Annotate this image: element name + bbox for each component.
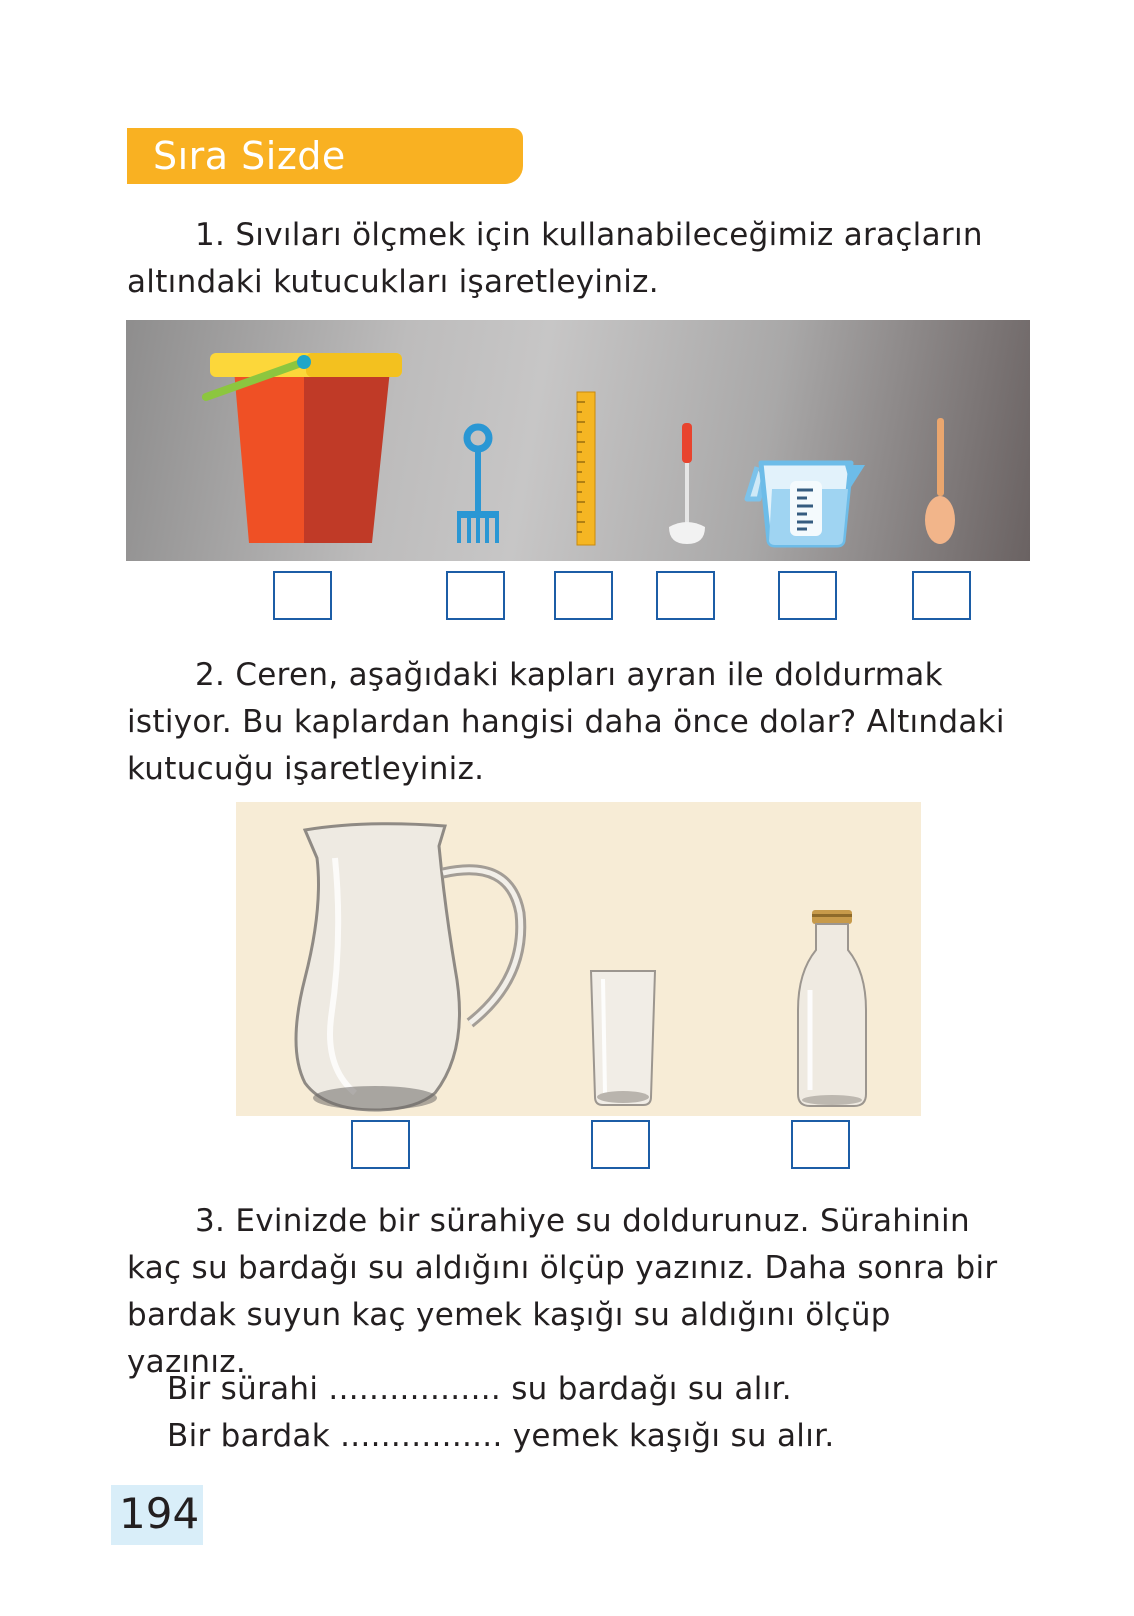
bucket-icon (204, 345, 404, 545)
answer-line-glass: Bir bardak ................ yemek kaşığı su alır. (167, 1418, 835, 1454)
checkbox-pitcher[interactable] (351, 1120, 410, 1169)
question-1-text: 1. Sıvıları ölçmek için kullanabileceğimiz araçların altındaki kutucukları işaretleyiniz. (127, 217, 983, 300)
measuring-cup-icon (745, 459, 867, 547)
checkbox-bucket[interactable] (273, 571, 332, 620)
checkbox-rake[interactable] (446, 571, 505, 620)
ladle-icon (667, 423, 707, 545)
section-banner (127, 128, 523, 184)
spoon-icon (923, 418, 957, 546)
page-number: 194 (119, 1489, 200, 1538)
checkbox-measuring-cup[interactable] (778, 571, 837, 620)
checkbox-glass[interactable] (591, 1120, 650, 1169)
glass-icon (589, 969, 657, 1107)
question-3-text: 3. Evinizde bir sürahiye su doldurunuz. Sürahinin kaç su bardağı su aldığını ölçüp yazınız. Daha sonra bir bardak suyun kaç yemek kaşığı su aldığını ölçüp yazınız. (127, 1203, 998, 1380)
checkbox-bottle[interactable] (791, 1120, 850, 1169)
pitcher-icon (295, 818, 535, 1112)
question-2-text: 2. Ceren, aşağıdaki kapları ayran ile doldurmak istiyor. Bu kaplardan hangisi daha önce dolar? Altındaki kutucuğu işaretleyiniz. (127, 657, 1005, 787)
section-title: Sıra Sizde (153, 134, 346, 178)
checkbox-ruler[interactable] (554, 571, 613, 620)
checkbox-spoon[interactable] (912, 571, 971, 620)
rake-icon (455, 423, 501, 545)
checkbox-ladle[interactable] (656, 571, 715, 620)
page-number-box (111, 1485, 203, 1545)
ruler-icon (577, 392, 595, 545)
answer-line-pitcher: Bir sürahi ................. su bardağı su alır. (167, 1371, 792, 1407)
bottle-icon (794, 910, 870, 1108)
